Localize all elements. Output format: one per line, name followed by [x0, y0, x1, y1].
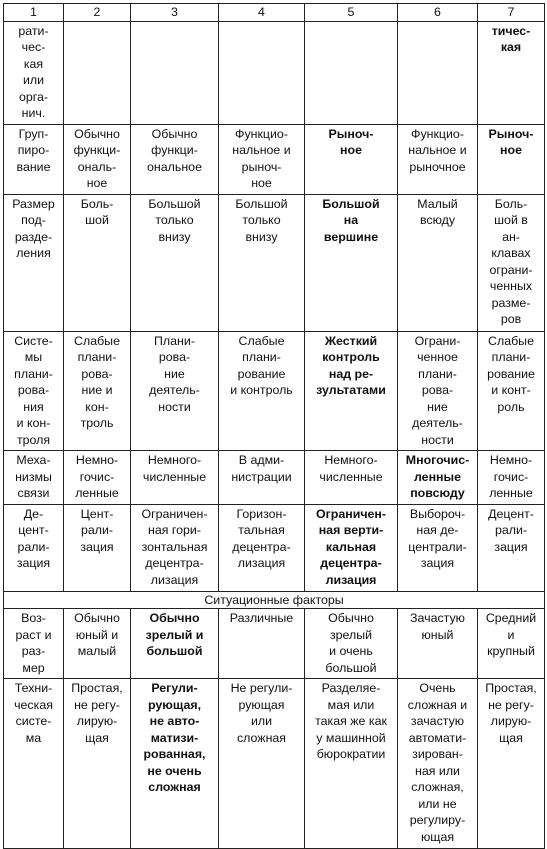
table-cell: Размер под- разде- ления — [4, 194, 64, 331]
table-row — [4, 451, 545, 505]
table-cell: рати- чес- кая или орга- нич. — [4, 21, 64, 124]
table-cell: Ограничен- ная гори- зонтальная децентра- лизация — [131, 504, 219, 591]
table-cell: Рыноч- ное — [305, 124, 398, 194]
column-number: 3 — [131, 4, 219, 22]
table-cell: Зачастую юный — [398, 609, 478, 679]
table-cell: Немно- гочис- ленные — [64, 451, 131, 505]
table-cell: Простая, не регу- лирую- щая — [478, 679, 545, 849]
table-row — [4, 609, 545, 679]
table-cell — [305, 21, 398, 124]
table-cell: Большой только внизу — [219, 194, 305, 331]
table-cell: Немного- численные — [305, 451, 398, 505]
table-cell: Горизон- тальная децентра- лизация — [219, 504, 305, 591]
table-cell: Различные — [219, 609, 305, 679]
table-cell: Де- цент- рали- зация — [4, 504, 64, 591]
table-cell: Многочис- ленные повсюду — [398, 451, 478, 505]
table-cell: Слабые плани- рование и конт- роль — [478, 331, 545, 451]
table-cell: Обычно юный и малый — [64, 609, 131, 679]
table-cell: Немно- гочис- ленные — [478, 451, 545, 505]
table-cell: Жесткий контроль над ре- зультатами — [305, 331, 398, 451]
table-cell: Регули- рующая, не авто- матизи- рованная, не очень сложная — [131, 679, 219, 849]
table-cell: Немного- численные — [131, 451, 219, 505]
table-cell — [398, 21, 478, 124]
table-cell: Большой на вершине — [305, 194, 398, 331]
section-row — [4, 591, 545, 609]
table-cell: Слабые плани- рование и контроль — [219, 331, 305, 451]
column-number: 6 — [398, 4, 478, 22]
table-row — [4, 679, 545, 849]
section-title: Ситуационные факторы — [4, 591, 545, 609]
table-cell: Выбороч- ная де- централи- зация — [398, 504, 478, 591]
table-cell: В адми- нистрации — [219, 451, 305, 505]
table-cell: Ограничен- ная верти- кальная децентра- лизация — [305, 504, 398, 591]
table-cell: Груп- пиро- вание — [4, 124, 64, 194]
table-cell: Ограни- ченное плани- рова- ние деятель- ности — [398, 331, 478, 451]
table-cell: Слабые плани- рова- ние и кон- троль — [64, 331, 131, 451]
table-cell: Функцио- нальное и рыночное — [398, 124, 478, 194]
table-cell: Плани- рова- ние деятель- ности — [131, 331, 219, 451]
table-cell: Простая, не регу- лирую- щая — [64, 679, 131, 849]
table-cell: Обычно зрелый и очень большой — [305, 609, 398, 679]
column-number: 7 — [478, 4, 545, 22]
table-cell — [219, 21, 305, 124]
table-cell: Боль- шой в ан- клавах ограни- ченных разме- ров — [478, 194, 545, 331]
table-cell: Обычно функци- ональ- ное — [64, 124, 131, 194]
table-cell: Цент- рали- зация — [64, 504, 131, 591]
table-cell: Децент- рали- зация — [478, 504, 545, 591]
column-number: 2 — [64, 4, 131, 22]
table-row — [4, 194, 545, 331]
column-number: 5 — [305, 4, 398, 22]
table-cell: Большой только внизу — [131, 194, 219, 331]
table-cell: Боль- шой — [64, 194, 131, 331]
table-cell: Разделяе- мая или такая же как у машинной бюрократии — [305, 679, 398, 849]
table-cell: тичес- кая — [478, 21, 545, 124]
table-cell: Малый всюду — [398, 194, 478, 331]
table-row — [4, 21, 545, 124]
table-cell: Не регули- рующая или сложная — [219, 679, 305, 849]
header-row — [4, 4, 545, 22]
table-cell — [131, 21, 219, 124]
column-number: 1 — [4, 4, 64, 22]
table-cell: Средний и крупный — [478, 609, 545, 679]
table-row — [4, 331, 545, 451]
table-cell: Рыноч- ное — [478, 124, 545, 194]
table-row — [4, 504, 545, 591]
table-cell — [64, 21, 131, 124]
table-cell: Воз- раст и раз- мер — [4, 609, 64, 679]
table-cell: Очень сложная и зачастую автомати- зирован- ная или сложная, или не регулиру- ющая — [398, 679, 478, 849]
table-row — [4, 124, 545, 194]
table-cell: Меха- низмы связи — [4, 451, 64, 505]
table-cell: Функцио- нальное и рыноч- ное — [219, 124, 305, 194]
table-cell: Техни- ческая систе- ма — [4, 679, 64, 849]
comparison-table — [3, 3, 545, 849]
table-cell: Обычно зрелый и большой — [131, 609, 219, 679]
table-cell: Обычно функци- ональное — [131, 124, 219, 194]
column-number: 4 — [219, 4, 305, 22]
table-cell: Систе- мы плани- рова- ния и кон- троля — [4, 331, 64, 451]
